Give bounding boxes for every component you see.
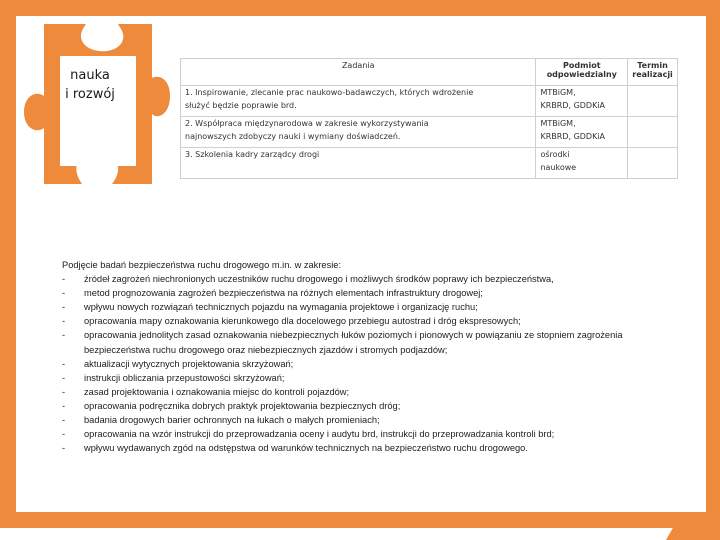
dash-bullet: - <box>62 358 66 369</box>
subject-cell <box>536 117 628 148</box>
puzzle-label <box>50 66 130 104</box>
subject-text: KRBRD, GDDKiA <box>540 101 606 110</box>
list-item-text: instrukcji obliczania przepustowości skrzyżowań; <box>84 372 285 383</box>
research-intro: Podjęcie badań bezpieczeństwa ruchu drogowego m.in. w zakresie: <box>62 260 342 270</box>
list-item-text: opracowania na wzór instrukcji do przeprowadzania oceny i audytu brd, instrukcji do przeprowadzania kontroli brd; <box>84 429 555 440</box>
term-cell <box>628 86 678 117</box>
list-item-text: badania drogowych barier ochronnych na łukach o małych promieniach; <box>84 415 380 426</box>
list-item <box>62 357 662 371</box>
orange-border-bottom <box>0 512 682 528</box>
dash-bullet: - <box>62 429 66 440</box>
list-item <box>62 385 662 399</box>
subject-text: MTBiGM, <box>540 119 576 128</box>
task-text: 2. Współpraca międzynarodowa w zakresie wykorzystywania <box>185 119 429 128</box>
task-cell <box>181 86 536 117</box>
table-row <box>181 148 678 179</box>
list-item <box>62 441 662 455</box>
task-cell <box>181 148 536 179</box>
task-text: służyć będzie poprawie brd. <box>185 101 297 110</box>
header-responsible: Podmiot odpowiedzialny <box>536 59 628 86</box>
orange-border-right <box>706 0 720 486</box>
dash-bullet: - <box>62 372 66 383</box>
list-item <box>62 272 662 286</box>
list-item-text: metod prognozowania zagrożeń bezpieczeństwa na różnych elementach infrastruktury drogowej; <box>84 288 483 299</box>
puzzle-label-line2: i rozwój <box>65 87 115 102</box>
table-row <box>181 117 678 148</box>
table-row <box>181 86 678 117</box>
header-tasks: Zadania <box>181 59 536 86</box>
task-cell <box>181 117 536 148</box>
research-list <box>62 272 662 455</box>
puzzle-piece-icon <box>14 16 174 196</box>
term-cell <box>628 117 678 148</box>
dash-bullet: - <box>62 288 66 299</box>
subject-text: KRBRD, GDDKiA <box>540 132 606 141</box>
subject-text: MTBiGM, <box>540 88 576 97</box>
dash-bullet: - <box>62 330 66 341</box>
task-text: 3. Szkolenia kadry zarządcy drogi <box>185 150 320 159</box>
task-text: najnowszych zdobyczy nauki i wymiany doświadczeń. <box>185 132 401 141</box>
list-item <box>62 314 662 328</box>
list-item <box>62 328 662 356</box>
list-item-text: opracowania jednolitych zasad oznakowania niebezpiecznych łuków poziomych i pionowych w powiązaniu ze stopniem zagrożenia bezpieczeństwa ruchu drogowego oraz niebezpiecznych zjazdów i stromych podjazdów; <box>84 330 623 355</box>
list-item <box>62 413 662 427</box>
list-item-text: zasad projektowania i oznakowania miejsc do kontroli pojazdów; <box>84 386 350 397</box>
dash-bullet: - <box>62 386 66 397</box>
dash-bullet: - <box>62 316 66 327</box>
subject-text: naukowe <box>540 163 577 172</box>
list-item-text: opracowania mapy oznakowania kierunkowego dla docelowego przebiegu autostrad i dróg ekspresowych; <box>84 316 521 327</box>
research-section <box>62 258 662 455</box>
list-item-text: opracowania podręcznika dobrych praktyk projektowania bezpiecznych dróg; <box>84 400 401 411</box>
corner-tail-shape <box>640 486 720 540</box>
task-text: 1. Inspirowanie, zlecanie prac naukowo-badawczych, których wdrożenie <box>185 88 474 97</box>
table-header-row <box>181 59 678 86</box>
puzzle-label-line1: nauka <box>70 68 110 83</box>
list-item-text: wpływu wydawanych zgód na odstępstwa od warunków technicznych na bezpieczeństwo ruchu drogowego. <box>84 443 528 454</box>
dash-bullet: - <box>62 415 66 426</box>
dash-bullet: - <box>62 400 66 411</box>
tasks-table <box>180 58 678 179</box>
header-deadline: Termin realizacji <box>628 59 678 86</box>
list-item <box>62 427 662 441</box>
subject-cell <box>536 86 628 117</box>
term-cell <box>628 148 678 179</box>
list-item <box>62 300 662 314</box>
list-item-text: wpływu nowych rozwiązań technicznych pojazdu na wymagania projektowe i organizację ruchu; <box>84 302 478 313</box>
list-item <box>62 399 662 413</box>
orange-border-top <box>0 0 720 16</box>
dash-bullet: - <box>62 443 66 454</box>
subject-text: ośrodki <box>540 150 570 159</box>
dash-bullet: - <box>62 302 66 313</box>
dash-bullet: - <box>62 274 66 285</box>
list-item <box>62 286 662 300</box>
subject-cell <box>536 148 628 179</box>
list-item-text: źródeł zagrożeń niechronionych uczestników ruchu drogowego i możliwych środków poprawy ich bezpieczeństwa, <box>84 274 554 285</box>
list-item-text: aktualizacji wytycznych projektowania skrzyżowań; <box>84 358 294 369</box>
list-item <box>62 371 662 385</box>
